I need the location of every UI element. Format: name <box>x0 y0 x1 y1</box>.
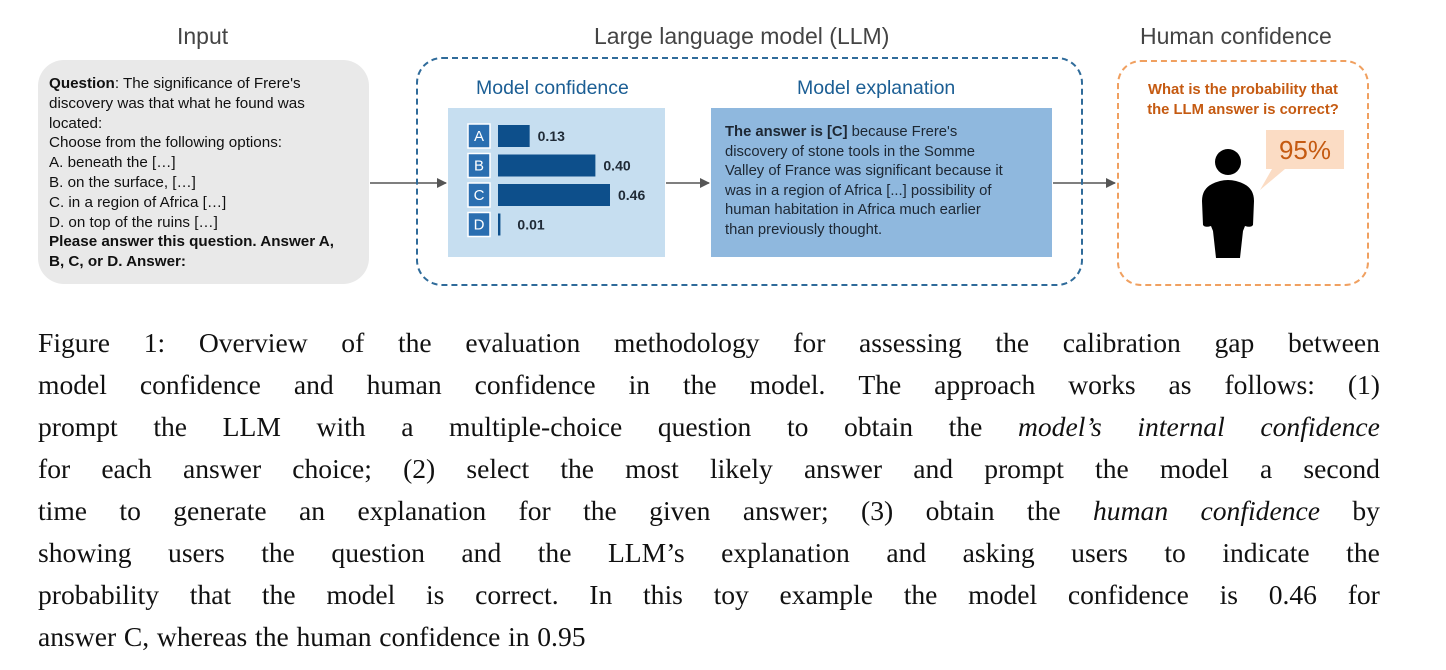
caption-line <box>38 322 1380 364</box>
caption-word: users <box>1071 537 1128 568</box>
caption-word: generate <box>173 495 267 526</box>
question-line <box>49 74 361 94</box>
caption-word: the <box>1346 537 1380 568</box>
caption-word: model <box>968 579 1038 610</box>
confidence-bar <box>498 214 500 236</box>
caption-word: confidence <box>1067 579 1189 610</box>
caption-word: approach <box>934 369 1036 400</box>
caption-word: by <box>1352 495 1380 526</box>
caption-word: human <box>1093 495 1169 526</box>
caption-word: to <box>119 495 141 526</box>
caption-word: LLM’s <box>607 537 685 568</box>
caption-word: time <box>38 495 88 526</box>
human-question: What is the probability that the LLM answer is correct? <box>1147 82 1339 118</box>
caption-word: confidence <box>379 621 501 652</box>
value-label: 0.40 <box>603 157 631 174</box>
caption-word: probability <box>38 579 160 610</box>
caption-word: model <box>38 369 107 400</box>
caption-word: the <box>903 579 938 610</box>
input-prompt-box <box>38 60 369 284</box>
caption-word: of <box>341 327 365 358</box>
caption-word: model. <box>749 369 826 400</box>
caption-word: the <box>397 327 432 358</box>
caption-word: model <box>326 579 396 610</box>
caption-word: second <box>1303 453 1380 484</box>
question-label: Question <box>49 75 115 92</box>
caption-word: a <box>401 411 414 442</box>
confidence-bar <box>498 155 595 177</box>
caption-word: with <box>316 411 366 442</box>
caption-word: most <box>625 453 679 484</box>
value-label: 0.46 <box>618 187 646 203</box>
model-explanation-title: Model explanation <box>797 77 956 99</box>
caption-word: Overview <box>198 327 308 358</box>
caption-word: the <box>261 579 296 610</box>
caption-word: question <box>331 537 425 568</box>
caption-word: gap <box>1214 327 1255 358</box>
category-label: C <box>473 187 485 204</box>
model-confidence-chart <box>448 108 665 257</box>
human-figure <box>1117 118 1369 288</box>
caption-word: asking <box>962 537 1035 568</box>
caption-word: prompt <box>984 453 1064 484</box>
caption-word: In <box>589 579 613 610</box>
figure-caption <box>38 322 1380 658</box>
caption-word: is <box>1219 579 1238 610</box>
caption-word: (3) <box>861 495 894 526</box>
caption-word: for <box>38 453 71 484</box>
caption-word: LLM <box>222 411 281 442</box>
model-explanation-panel <box>711 108 1052 257</box>
caption-word: internal <box>1137 411 1225 442</box>
caption-word: for <box>793 327 826 358</box>
caption-word: in <box>628 369 651 400</box>
caption-word: works <box>1068 369 1136 400</box>
confidence-bar <box>498 184 610 206</box>
caption-word: example <box>779 579 874 610</box>
caption-word: confidence <box>1260 411 1380 442</box>
caption-word: human <box>366 369 442 400</box>
caption-word: to <box>786 411 809 442</box>
caption-word: users <box>168 537 225 568</box>
caption-word: methodology <box>613 327 760 358</box>
option-a: A. beneath the […] <box>49 154 176 172</box>
caption-word: is <box>426 579 445 610</box>
confidence-bar <box>498 125 530 147</box>
model-confidence-panel <box>448 108 665 257</box>
caption-word: and <box>913 453 954 484</box>
answer-instruction-2: B, C, or D. Answer: <box>49 253 186 271</box>
answer-instruction-1: Please answer this question. Answer A, <box>49 233 334 251</box>
caption-word: and <box>293 369 334 400</box>
caption-word: correct. <box>475 579 559 610</box>
caption-word: confidence <box>139 369 261 400</box>
caption-word: answer <box>38 621 117 652</box>
caption-word: the <box>261 537 295 568</box>
value-label: 0.01 <box>517 216 545 233</box>
caption-line <box>38 448 1380 490</box>
caption-word: the <box>537 537 572 568</box>
caption-word: The <box>858 369 902 400</box>
confidence-row-a <box>468 124 565 148</box>
option-b: B. on the surface, […] <box>49 173 196 191</box>
caption-line <box>38 532 1380 574</box>
caption-word: between <box>1287 327 1380 358</box>
confidence-row-c <box>468 183 645 207</box>
caption-word: the <box>948 411 983 442</box>
question-text: : The significance of Frere's <box>114 75 301 92</box>
caption-word: the <box>560 453 595 484</box>
caption-word: the <box>153 411 188 442</box>
caption-word: whereas <box>156 621 248 652</box>
caption-word: toy <box>713 579 749 610</box>
caption-word: 1: <box>143 327 166 358</box>
caption-word: a <box>1259 453 1273 484</box>
caption-word: the <box>995 327 1030 358</box>
caption-line <box>38 364 1380 406</box>
caption-word: and <box>461 537 502 568</box>
caption-word: model <box>1159 453 1229 484</box>
caption-word: in <box>508 621 530 652</box>
caption-word: answer; <box>742 495 829 526</box>
question-text-3: located: <box>49 114 103 132</box>
caption-line <box>38 616 1380 658</box>
caption-word: the <box>255 621 289 652</box>
caption-word: explanation <box>357 495 487 526</box>
caption-word: explanation <box>721 537 850 568</box>
human-confidence-value: 95% <box>1278 135 1332 165</box>
caption-word: select <box>466 453 530 484</box>
caption-word: likely <box>709 453 773 484</box>
confidence-row-b <box>468 154 631 178</box>
caption-word: assessing <box>859 327 962 358</box>
caption-word: and <box>886 537 927 568</box>
caption-word: 0.95 <box>537 621 586 652</box>
option-c: C. in a region of Africa […] <box>49 193 227 211</box>
model-confidence-title: Model confidence <box>476 77 629 99</box>
caption-word: the <box>583 495 617 526</box>
explanation-answer: The answer is [C] <box>725 124 848 140</box>
caption-word: Figure <box>38 327 111 358</box>
caption-word: (1) <box>1347 369 1380 400</box>
caption-word: (2) <box>403 453 436 484</box>
value-label: 0.13 <box>537 128 565 144</box>
caption-word: confidence <box>474 369 596 400</box>
caption-word: follows: <box>1224 369 1315 400</box>
caption-word: the <box>682 369 717 400</box>
option-d: D. on top of the ruins […] <box>49 213 218 231</box>
caption-word: 0.46 <box>1268 579 1317 610</box>
person-icon <box>1202 149 1254 258</box>
caption-word: showing <box>38 537 132 568</box>
caption-word: this <box>643 579 683 610</box>
confidence-row-d <box>468 213 545 237</box>
caption-word: given <box>649 495 711 526</box>
caption-word: question <box>657 411 752 442</box>
caption-word: to <box>1164 537 1186 568</box>
caption-word: the <box>1026 495 1061 526</box>
caption-word: model’s <box>1017 411 1102 442</box>
caption-word: for <box>518 495 551 526</box>
caption-word: obtain <box>844 411 914 442</box>
caption-word: calibration <box>1062 327 1181 358</box>
caption-word: the <box>1095 453 1129 484</box>
input-header: Input <box>177 23 229 49</box>
caption-word: evaluation <box>465 327 581 358</box>
human-header: Human confidence <box>1140 23 1332 49</box>
explanation-text: The answer is [C] because Frere's discovery of stone tools in the Somme Valley of France was significant because it was in a region of Africa [...] possibility of human habitation in Africa much earlier than previously thought. <box>725 124 1003 238</box>
caption-word: choice; <box>292 453 372 484</box>
caption-line <box>38 574 1380 616</box>
question-text-2: discovery was that what he found was <box>49 94 305 112</box>
caption-word: answer <box>182 453 262 484</box>
choose-instruction: Choose from the following options: <box>49 134 283 152</box>
caption-word: that <box>189 579 232 610</box>
caption-line <box>38 490 1380 532</box>
caption-word: answer <box>803 453 883 484</box>
caption-word: confidence <box>1200 495 1320 526</box>
caption-word: prompt <box>38 411 118 442</box>
caption-word: as <box>1168 369 1192 400</box>
category-label: B <box>473 157 485 175</box>
caption-word: each <box>101 453 152 484</box>
caption-word: C, <box>123 621 150 652</box>
caption-word: human <box>296 621 372 652</box>
caption-word: obtain <box>925 495 995 526</box>
category-label: D <box>473 216 485 234</box>
caption-word: indicate <box>1222 537 1310 568</box>
caption-line <box>38 406 1380 448</box>
llm-header: Large language model (LLM) <box>594 23 890 49</box>
category-label: A <box>473 128 485 145</box>
caption-word: multiple-choice <box>449 411 623 442</box>
caption-word: for <box>1347 579 1380 610</box>
caption-word: an <box>299 495 326 526</box>
